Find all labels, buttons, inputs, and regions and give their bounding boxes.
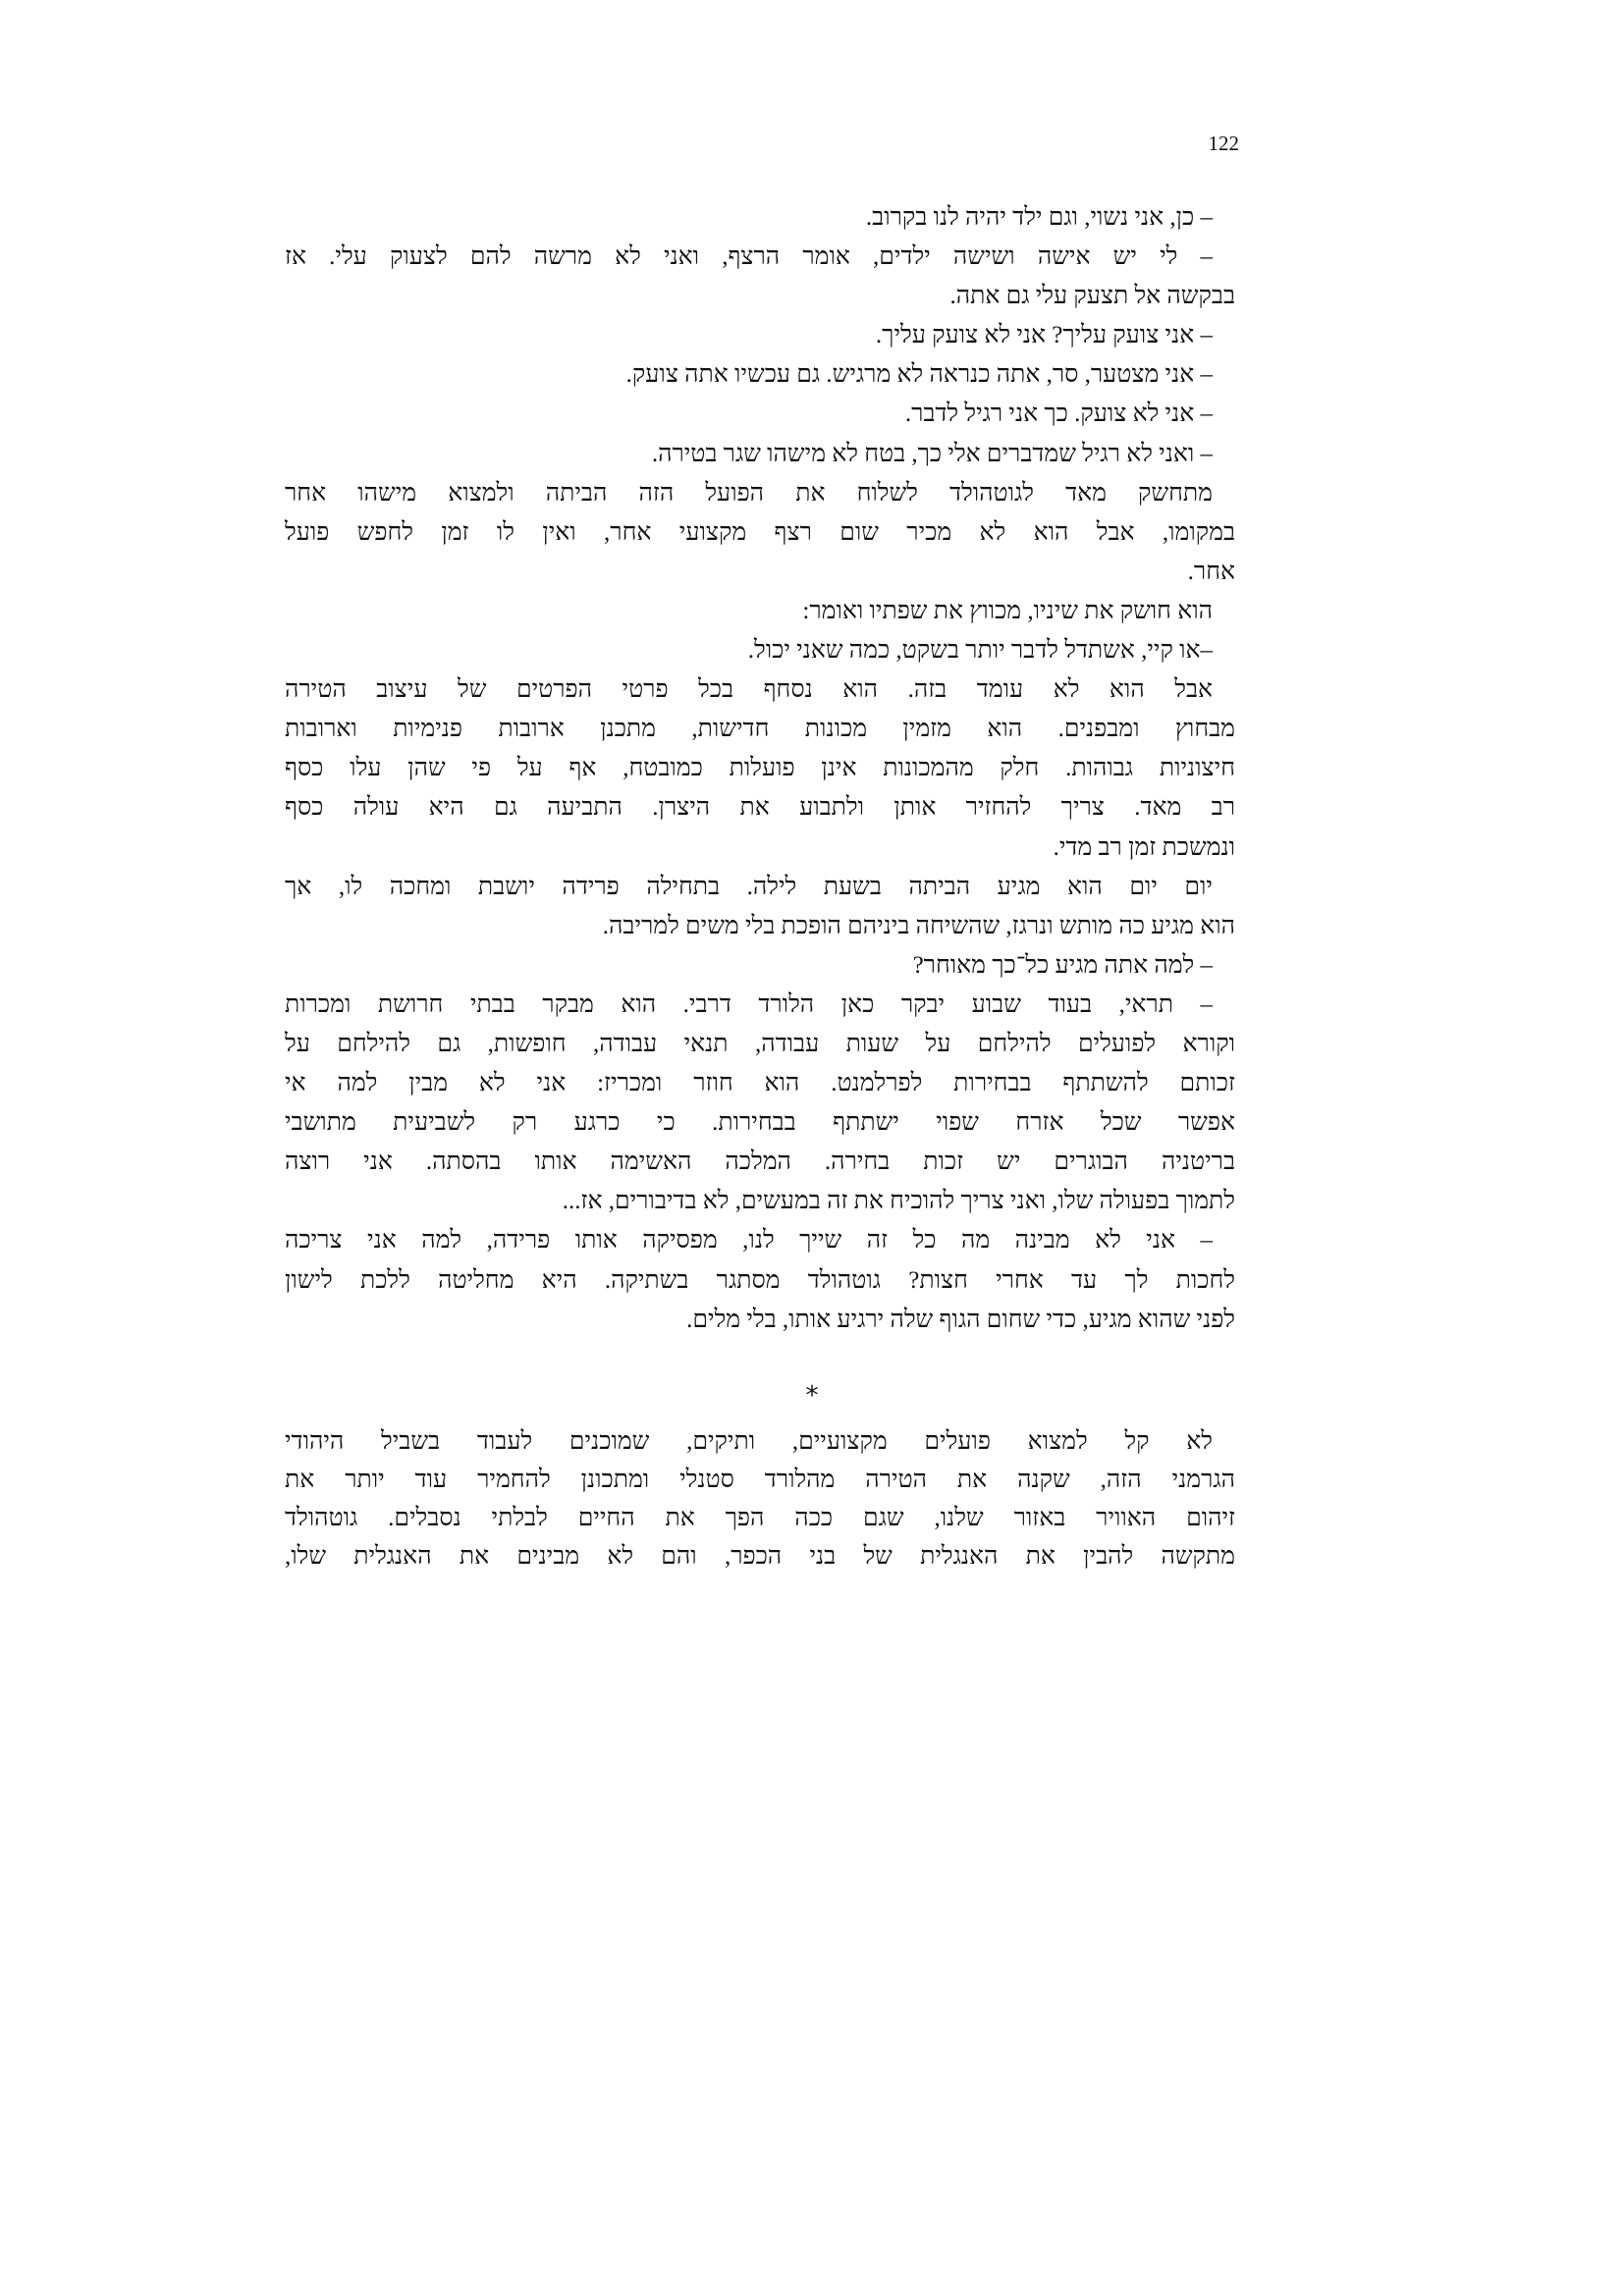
text-line: – ואני לא רגיל שמדברים אלי כך, בטח לא מישהו שגר בטירה. <box>651 440 1213 467</box>
text-section-1 <box>285 198 1235 1340</box>
text-line: – כן, אני נשוי, וגם ילד יהיה לנו בקרוב. <box>865 204 1213 231</box>
text-line: הוא חושק את שיניו, מכווץ את שפתיו ואומר: <box>802 597 1213 624</box>
text-line: לא קל למצוא פועלים מקצועיים, ותיקים, שמוכנים לעבוד בשביל היהודי <box>285 1428 1213 1455</box>
text-line: רב מאד. צריך להחזיר אותן ולתבוע את היצרן. התביעה גם היא עולה כסף <box>285 794 1235 822</box>
text-line: ונמשכת זמן רב מדי. <box>1053 833 1235 861</box>
text-line: מתחשק מאד לגוטהולד לשלוח את הפועל הזה הביתה ולמצוא מישהו אחר <box>285 479 1213 507</box>
paragraph <box>285 474 1235 592</box>
text-line: לחכות לך עד אחרי חצות? גוטהולד מסתגר בשתיקה. היא מחליטה ללכת לישון <box>285 1266 1235 1294</box>
text-line: הוא מגיע כה מותש ונרגז, שהשיחה ביניהם הופכת בלי משים למריבה. <box>602 912 1235 939</box>
paragraph <box>285 631 1235 670</box>
paragraph <box>285 986 1235 1222</box>
text-line: זכותם להשתתף בבחירות לפרלמנט. הוא חוזר ומכריז: אני לא מבין למה אי <box>285 1070 1235 1097</box>
page-number: 122 <box>1208 132 1239 155</box>
text-line: – אני לא צועק. כך אני רגיל לדבר. <box>904 400 1213 428</box>
paragraph <box>285 946 1235 986</box>
paragraph <box>285 238 1235 316</box>
text-line: וקורא לפועלים להילחם על שעות עבודה, תנאי עבודה, חופשות, גם להילחם על <box>285 1030 1235 1057</box>
text-line: חיצוניות גבוהות. חלק מהמכונות אינן פועלות כמובטח, אף על פי שהן עלו כסף <box>285 755 1235 782</box>
paragraph <box>285 1422 1235 1575</box>
paragraph <box>285 395 1235 434</box>
text-line: אחר. <box>1187 558 1235 585</box>
text-line: יום יום הוא מגיע הביתה בשעת לילה. בתחילה פרידה יושבת ומחכה לו, אך <box>285 873 1213 900</box>
text-line: – אני מצטער, סר, אתה כנראה לא מרגיש. גם עכשיו אתה צועק. <box>625 361 1213 389</box>
text-line: במקומו, אבל הוא לא מכיר שום רצף מקצועי אחר, ואין לו זמן לחפש פועל <box>285 518 1235 546</box>
text-line: בריטניה הבוגרים יש זכות בחירה. המלכה האשימה אותו בהסתה. אני רוצה <box>285 1148 1235 1176</box>
paragraph <box>285 435 1235 474</box>
paragraph <box>285 355 1235 395</box>
paragraph <box>285 670 1235 867</box>
text-line: מבחוץ ומבפנים. הוא מזמין מכונות חדישות, מתכנן ארובות פנימיות וארובות <box>285 716 1235 743</box>
text-line: לתמוך בפעולה שלו, ואני צריך להוכיח את זה במעשים, לא בדיבורים, אז... <box>562 1188 1235 1215</box>
text-line: – למה אתה מגיע כל־כך מאוחר? <box>912 951 1213 979</box>
text-line: הגרמני הזה, שקנה את הטירה מהלורד סטנלי ומתכונן להחמיר עוד יותר את <box>285 1467 1235 1493</box>
text-line: זיהום האוויר באזור שלנו, שגם ככה הפך את החיים לבלתי נסבלים. גוטהולד <box>285 1505 1235 1531</box>
paragraph <box>285 316 1235 355</box>
paragraph <box>285 868 1235 946</box>
section-separator: * <box>805 1381 819 1411</box>
text-line: – אני לא מבינה מה כל זה שייך לנו, מפסיקה אותו פרידה, למה אני צריכה <box>285 1227 1213 1255</box>
text-line: אפשר שכל אזרח שפוי ישתתף בבחירות. כי כרגע רק לשביעית מתושבי <box>285 1109 1235 1137</box>
paragraph <box>285 1221 1235 1339</box>
paragraph <box>285 592 1235 631</box>
text-line: –או קיי, אשתדל לדבר יותר בשקט, כמה שאני יכול. <box>747 637 1213 665</box>
text-line: – לי יש אישה ושישה ילדים, אומר הרצף, ואני לא מרשה להם לצעוק עלי. אז <box>285 243 1213 271</box>
paragraph <box>285 198 1235 238</box>
text-line: לפני שהוא מגיע, כדי שחום הגוף שלה ירגיע אותו, בלי מלים. <box>686 1306 1235 1333</box>
text-line: אבל הוא לא עומד בזה. הוא נסחף בכל פרטי הפרטים של עיצוב הטירה <box>285 676 1213 704</box>
text-line: בבקשה אל תצעק עלי גם אתה. <box>949 283 1235 310</box>
text-line: – תראי, בעוד שבוע יבקר כאן הלורד דרבי. הוא מבקר בבתי חרושת ומכרות <box>285 990 1213 1018</box>
text-line: מתקשה להבין את האנגלית של בני הכפר, והם לא מבינים את האנגלית שלו, <box>285 1543 1235 1570</box>
text-line: – אני צועק עליך? אני לא צועק עליך. <box>875 322 1213 349</box>
text-section-2 <box>285 1422 1235 1575</box>
